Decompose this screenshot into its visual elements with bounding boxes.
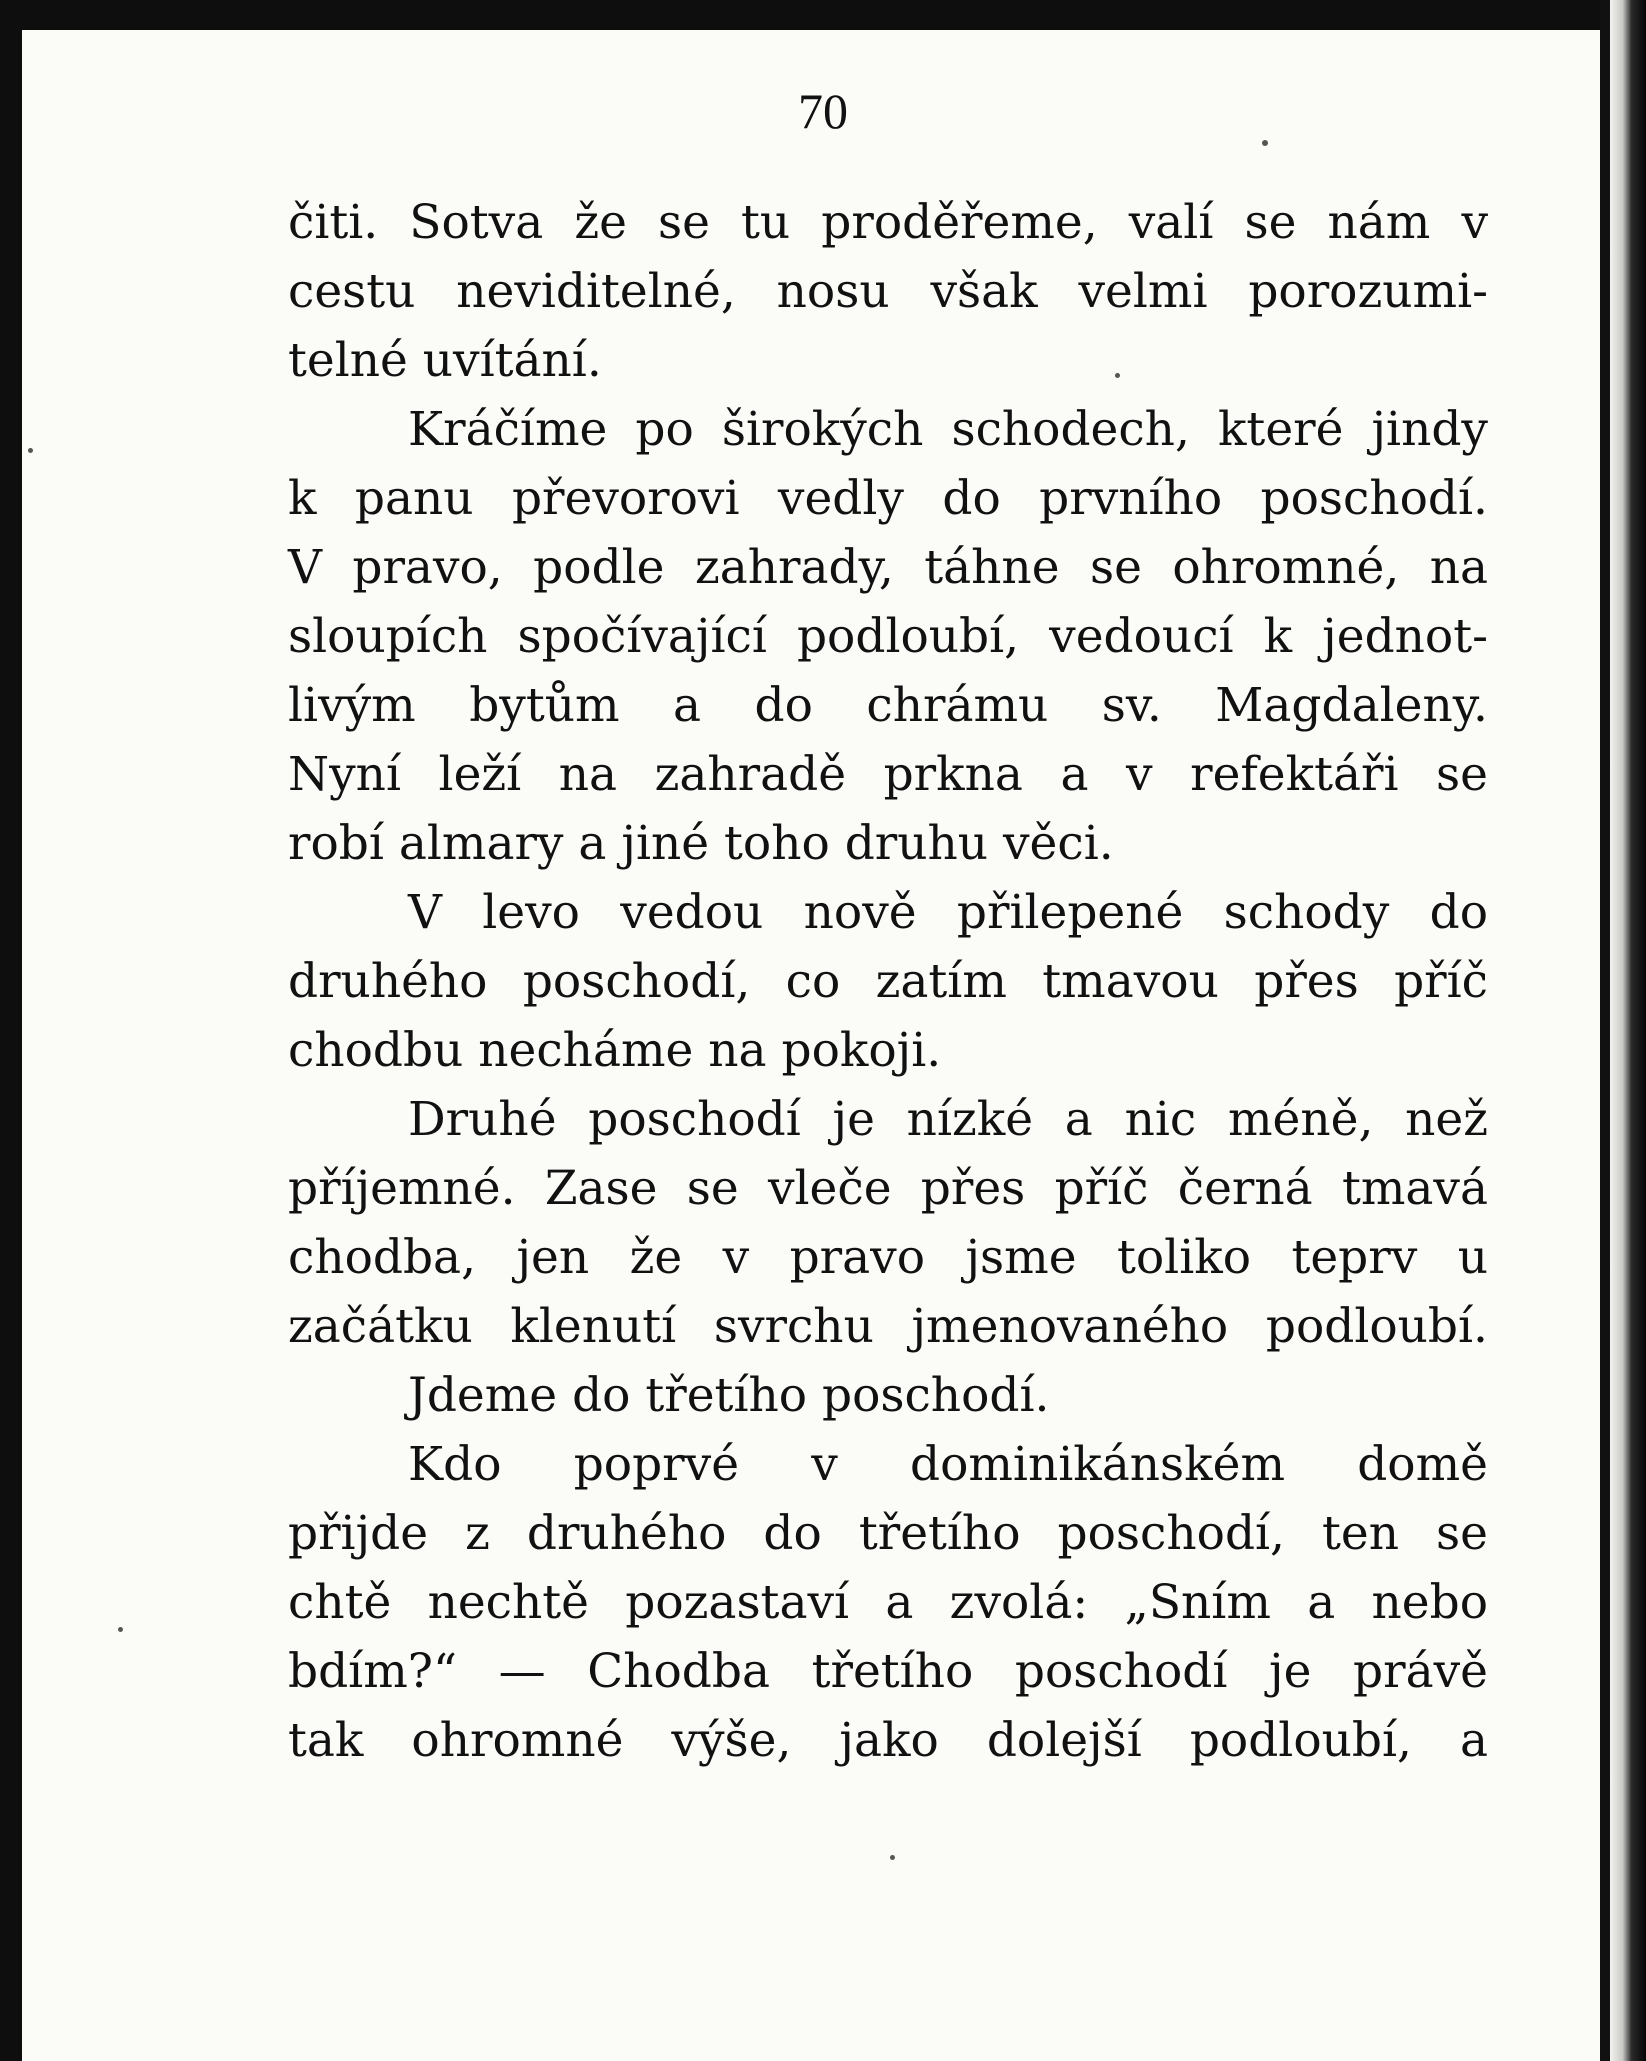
text-line: Jdeme do třetího poschodí. (408, 1368, 1050, 1423)
text-line: druhého poschodí, co zatím tmavou přes příč (288, 954, 1488, 1009)
text-line: V levo vedou nově přilepené schody do (408, 885, 1488, 940)
text-line: začátku klenutí svrchu jmenovaného podloubí. (288, 1299, 1488, 1354)
body-text (288, 188, 1488, 1775)
text-line: sloupích spočívající podloubí, vedoucí k jednot- (288, 609, 1488, 664)
scan-speck (890, 1855, 895, 1860)
page-gutter-shadow (1600, 0, 1610, 2061)
text-line: bdím?“ — Chodba třetího poschodí je právě (288, 1644, 1488, 1699)
scan-speck (28, 448, 33, 453)
text-line: chodba, jen že v pravo jsme toliko teprv u (288, 1230, 1488, 1285)
text-line: livým bytům a do chrámu sv. Magdaleny. (288, 678, 1488, 733)
text-line: přijde z druhého do třetího poschodí, ten se (288, 1506, 1488, 1561)
text-line: robí almary a jiné toho druhu věci. (288, 816, 1114, 871)
text-line: chodbu necháme na pokoji. (288, 1023, 942, 1078)
text-line: Druhé poschodí je nízké a nic méně, než (408, 1092, 1488, 1147)
text-line: tak ohromné výše, jako dolejší podloubí, a (288, 1713, 1488, 1768)
text-line: k panu převorovi vedly do prvního poschodí. (288, 471, 1488, 526)
page-edge-shadow (1610, 0, 1646, 2061)
text-line: telné uvítání. (288, 333, 602, 388)
text-line: chtě nechtě pozastaví a zvolá: „Sním a nebo (288, 1575, 1488, 1630)
text-line: čiti. Sotva že se tu proděřeme, valí se nám v (288, 195, 1488, 250)
scan-speck (1262, 140, 1268, 146)
text-line: V pravo, podle zahrady, táhne se ohromné, na (288, 540, 1488, 595)
text-line: Kdo poprvé v dominikánském domě (408, 1437, 1488, 1492)
text-line: příjemné. Zase se vleče přes příč černá tmavá (288, 1161, 1488, 1216)
text-line: Nyní leží na zahradě prkna a v refektáři se (288, 747, 1488, 802)
scan-speck (1115, 373, 1120, 378)
page-number: 70 (798, 83, 848, 139)
scan-speck (118, 1627, 123, 1632)
text-line: cestu neviditelné, nosu však velmi porozumi- (288, 264, 1488, 319)
text-line: Kráčíme po širokých schodech, které jindy (408, 402, 1488, 457)
